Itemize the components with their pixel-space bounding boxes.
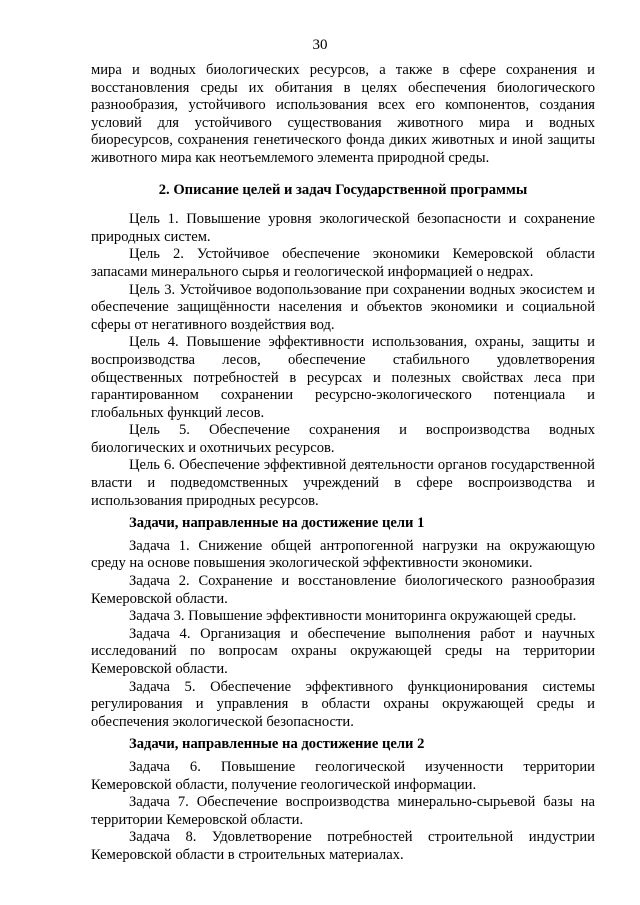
document-body [91,62,595,865]
task-1: Задача 1. Снижение общей антропогенной нагрузки на окружающую среду на основе повышения экологической эффективности экономики. [91,537,595,572]
task-8: Задача 8. Удовлетворение потребностей строительной индустрии Кемеровской области в строительных материалах. [91,829,595,863]
tasks-goal1-heading: Задачи, направленные на достижение цели 1 [129,515,425,532]
goal-1: Цель 1. Повышение уровня экологической безопасности и сохранение природных систем. [91,211,595,245]
intro-paragraph: мира и водных биологических ресурсов, а также в сфере сохранения и восстановления среды их обитания в целях обеспечения биологического разнообразия, устойчивого использования всех его компонентов, создания условий для устойчивого существования животного мира и водных биоресурсов, сохранения генетического фонда диких животных и иной защиты животного мира как неотъемлемого элемента природной среды. [91,62,595,166]
goal-6: Цель 6. Обеспечение эффективной деятельности органов государственной власти и подведомственных учреждений в сфере воспроизводства и использования природных ресурсов. [91,457,595,509]
goal-4: Цель 4. Повышение эффективности использования, охраны, защиты и воспроизводства лесов, обеспечение стабильного удовлетворения общественных потребностей в ресурсах и полезных свойствах леса при гарантированном сохранении ресурсно-экологического потенциала и глобальных функций лесов. [91,334,595,421]
task-7: Задача 7. Обеспечение воспроизводства минерально-сырьевой базы на территории Кемеровской области. [91,794,595,828]
section-heading: 2. Описание целей и задач Государственной программы [158,181,528,198]
task-3: Задача 3. Повышение эффективности мониторинга окружающей среды. [129,608,577,625]
goal-2: Цель 2. Устойчивое обеспечение экономики Кемеровской области запасами минерального сырья и геологической информацией о недрах. [91,246,595,280]
task-4: Задача 4. Организация и обеспечение выполнения работ и научных исследований по вопросам охраны окружающей среды на территории Кемеровской области. [91,625,595,677]
task-5: Задача 5. Обеспечение эффективного функционирования системы регулирования и управления в области охраны окружающей среды и обеспечения экологической безопасности. [91,678,595,730]
goal-3: Цель 3. Устойчивое водопользование при сохранении водных экосистем и обеспечение защищённости населения и объектов экономики и социальной сферы от негативного воздействия вод. [91,281,595,333]
tasks-goal2-heading: Задачи, направленные на достижение цели 2 [129,736,425,753]
task-6: Задача 6. Повышение геологической изученности территории Кемеровской области, получение геологической информации. [91,758,595,793]
goal-5: Цель 5. Обеспечение сохранения и воспроизводства водных биологических и охотничьих ресурсов. [91,422,595,456]
task-2: Задача 2. Сохранение и восстановление биологического разнообразия Кемеровской области. [91,573,595,607]
page-number: 30 [312,37,328,53]
